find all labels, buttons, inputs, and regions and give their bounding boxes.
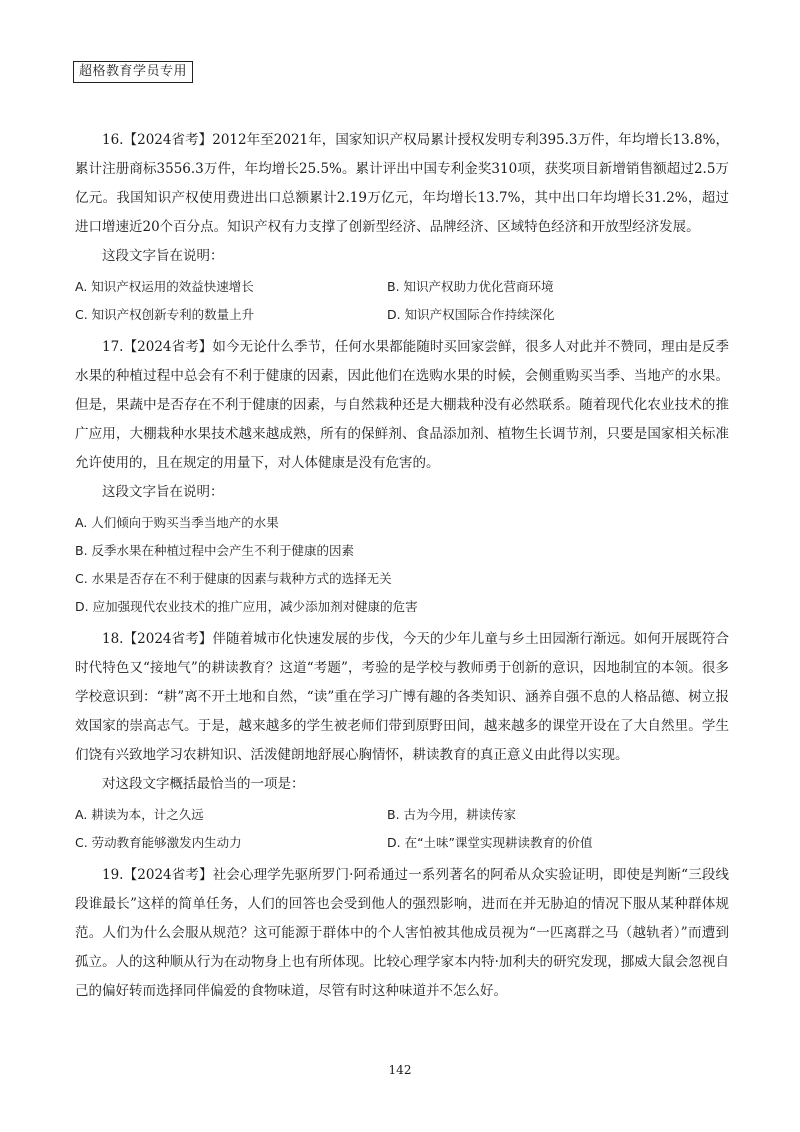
question-19-passage: 19.【2024省考】社会心理学先驱所罗门·阿希通过一系列著名的阿希从众实验证明，即使是判断“三段线段谁最长”这样的简单任务，人们的回答也会受到他人的强烈影响，进而在并无胁迫的情况下服从某种群体规范。人们为什么会服从规范？这可能源于群体中的个人害怕被其他成员视为“一匹离群之马（越轨者）”而遭到孤立。人的这种顺从行为在动物身上也有所体现。比较心理学家本内特·加利夫的研究发现，挪威大鼠会忽视自己的偏好转而选择同伴偏爱的食物味道，尽管有时这种味道并不怎么好。 — [75, 867, 729, 999]
question-18-stem: 对这段文字概括最恰当的一项是： — [102, 776, 305, 792]
option-b: B. 知识产权助力优化营商环境 — [387, 279, 554, 294]
option-d: D. 应加强现代农业技术的推广应用，减少添加剂对健康的危害 — [75, 599, 418, 614]
question-18-passage: 18.【2024省考】伴随着城市化快速发展的步伐，今天的少年儿童与乡土田园渐行渐远。如何开展既符合时代特色又“接地气”的耕读教育？这道“考题”，考验的是学校与教师勇于创新的意识，因地制宜的本领。很多学校意识到：“耕”离不开土地和自然，“读”重在学习广博有趣的各类知识、涵养自强不息的人格品德、树立报效国家的崇高志气。于是，越来越多的学生被老师们带到原野田间，越来越多的课堂开设在了大自然里。学生们饶有兴致地学习农耕知识、活泼健朗地舒展心胸情怀，耕读教育的真正意义由此得以实现。 — [75, 631, 729, 763]
option-c: C. 劳动教育能够激发内生动力 — [75, 835, 242, 850]
option-a: A. 耕读为本，计之久远 — [75, 807, 204, 822]
question-19 — [75, 861, 729, 1006]
question-16 — [75, 126, 729, 329]
question-16-passage: 16.【2024省考】2012年至2021年，国家知识产权局累计授权发明专利395.3万件，年均增长13.8%，累计注册商标3556.3万件，年均增长25.5%。累计评出中国专利金奖310项，获奖项目新增销售额超过2.5万亿元。我国知识产权使用费进出口总额累计2.19万亿元，年均增长13.7%，其中出口年均增长31.2%，超过进口增速近20个百分点。知识产权有力支撑了创新型经济、品牌经济、区域特色经济和开放型经济发展。 — [75, 132, 729, 235]
document-body — [75, 126, 729, 1006]
option-c: C. 水果是否存在不利于健康的因素与栽种方式的选择无关 — [75, 571, 392, 586]
header-label: 超格教育学员专用 — [73, 61, 193, 83]
option-a: A. 知识产权运用的效益快速增长 — [75, 279, 254, 294]
option-b: B. 古为今用，耕读传家 — [387, 807, 517, 822]
question-16-options — [75, 273, 729, 329]
page-number: 142 — [388, 1063, 412, 1077]
question-17-options — [75, 509, 729, 621]
option-d: D. 在“土味”课堂实现耕读教育的价值 — [387, 835, 593, 850]
option-a: A. 人们倾向于购买当季当地产的水果 — [75, 515, 279, 530]
question-18-options — [75, 801, 729, 857]
question-17-stem: 这段文字旨在说明： — [102, 484, 224, 500]
question-17-passage: 17.【2024省考】如今无论什么季节，任何水果都能随时买回家尝鲜，很多人对此并不赞同，理由是反季水果的种植过程中总会有不利于健康的因素，因此他们在选购水果的时候，会侧重购买当季、当地产的水果。但是，果蔬中是否存在不利于健康的因素，与自然栽种还是大棚栽种没有必然联系。随着现代化农业技术的推广应用，大棚栽种水果技术越来越成熟，所有的保鲜剂、食品添加剂、植物生长调节剂，只要是国家相关标准允许使用的，且在规定的用量下，对人体健康是没有危害的。 — [75, 339, 729, 471]
question-16-stem: 这段文字旨在说明： — [102, 248, 224, 264]
option-c: C. 知识产权创新专利的数量上升 — [75, 307, 255, 322]
question-17 — [75, 333, 729, 621]
option-b: B. 反季水果在种植过程中会产生不利于健康的因素 — [75, 543, 355, 558]
question-18 — [75, 625, 729, 857]
option-d: D. 知识产权国际合作持续深化 — [387, 307, 555, 322]
